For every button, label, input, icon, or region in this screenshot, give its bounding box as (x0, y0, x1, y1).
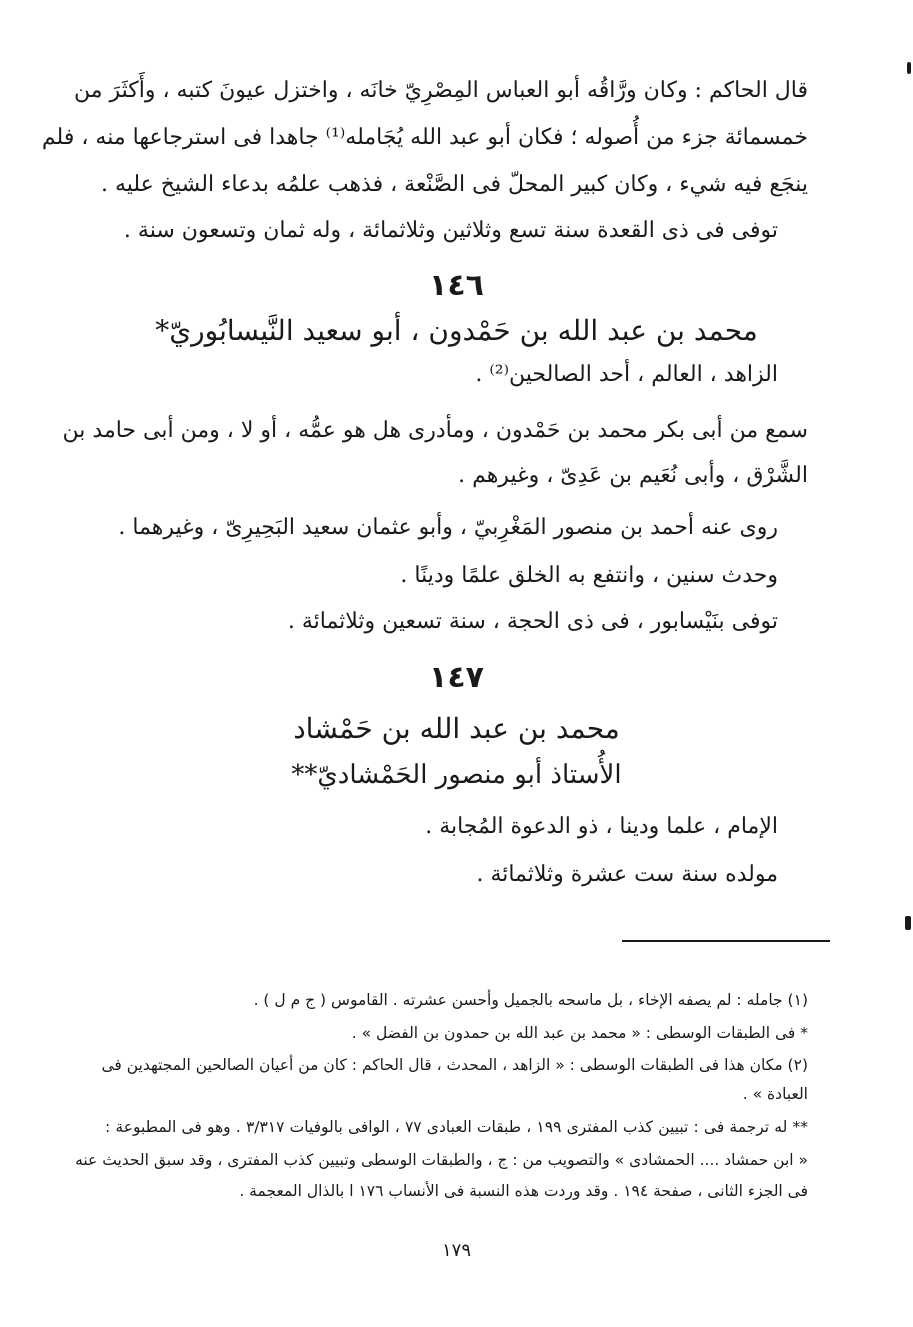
paragraph-line: وحدث سنين ، وانتفع به الخلق علمًا ودينًا . (400, 563, 778, 588)
scan-mark (907, 62, 911, 74)
footnote-line: (٢) مكان هذا فى الطبقات الوسطى : « الزاهد ، المحدث ، قال الحاكم : كان من أعيان الصالحين المجتهدين فى (101, 1056, 808, 1074)
footnote-line: ** له ترجمة فى : تبيين كذب المفترى ١٩٩ ، طبقات العبادى ٧٧ ، الوافى بالوفيات ٣/٣١٧ . وهو فى المطبوعة : (105, 1118, 808, 1136)
footnote-line: (١) جامله : لم يصفه الإخاء ، بل ماسحه بالجميل وأحسن عشرته . القاموس ( ج م ل ) . (253, 991, 808, 1009)
paragraph-line: الزاهد ، العالم ، أحد الصالحين⁽²⁾ . (475, 362, 778, 387)
paragraph-line: خمسمائة جزء من أُصوله ؛ فكان أبو عبد الله يُجَامله⁽¹⁾ جاهدا فى استرجاعها منه ، فلم (41, 125, 808, 150)
paragraph-line: الإمام ، علما ودينا ، ذو الدعوة المُجابة . (425, 814, 778, 839)
footnote-rule (622, 940, 830, 942)
entry-title: محمد بن عبد الله بن حَمْدون ، أبو سعيد النَّيسابُوريّ* (155, 314, 758, 347)
footnote-line: العبادة » . (742, 1085, 808, 1103)
footnote-line: « ابن حمشاد .... الحمشادى » والتصويب من : ج ، والطبقات الوسطى وتبيين كذب المفترى ، وقد سبق الحديث عنه (75, 1151, 808, 1169)
scan-mark (905, 916, 911, 930)
paragraph-line: روى عنه أحمد بن منصور المَغْرِبيّ ، وأبو عثمان سعيد البَحِيرِىّ ، وغيرهما . (118, 515, 778, 540)
entry-title: محمد بن عبد الله بن حَمْشاد (293, 712, 620, 745)
paragraph-line: قال الحاكم : وكان ورَّاقُه أبو العباس المِصْرِيّ خانَه ، واختزل عيونَ كتبه ، وأَكثَرَ من (73, 78, 808, 103)
paragraph-line: الشَّرْق ، وأبى نُعَيم بن عَدِىّ ، وغيرهم . (458, 463, 808, 488)
paragraph-line: ينجَع فيه شيء ، وكان كبير المحلّ فى الصَّنْعة ، فذهب علمُه بدعاء الشيخ عليه . (100, 172, 808, 197)
paragraph-line: توفى بنَيْسابور ، فى ذى الحجة ، سنة تسعين وثلاثمائة . (287, 609, 778, 634)
footnote-line: فى الجزء الثانى ، صفحة ١٩٤ . وقد وردت هذه النسبة فى الأنساب ١٧٦ ا بالذال المعجمة . (239, 1182, 808, 1200)
paragraph-line: مولده سنة ست عشرة وثلاثمائة . (476, 862, 778, 887)
paragraph-line: توفى فى ذى القعدة سنة تسع وثلاثين وثلاثمائة ، وله ثمان وتسعون سنة . (123, 218, 778, 243)
page-number: ١٧٩ (441, 1240, 471, 1261)
paragraph-line: سمع من أبى بكر محمد بن حَمْدون ، ومأدرى هل هو عمُّه ، أو لا ، ومن أبى حامد بن (62, 418, 808, 443)
entry-number: ١٤٦ (429, 268, 484, 303)
footnote-line: * فى الطبقات الوسطى : « محمد بن عبد الله بن حمدون بن الفضل » . (351, 1024, 808, 1042)
entry-number: ١٤٧ (429, 660, 484, 695)
entry-subtitle: الأُستاذ أبو منصور الحَمْشاديّ** (291, 760, 622, 790)
